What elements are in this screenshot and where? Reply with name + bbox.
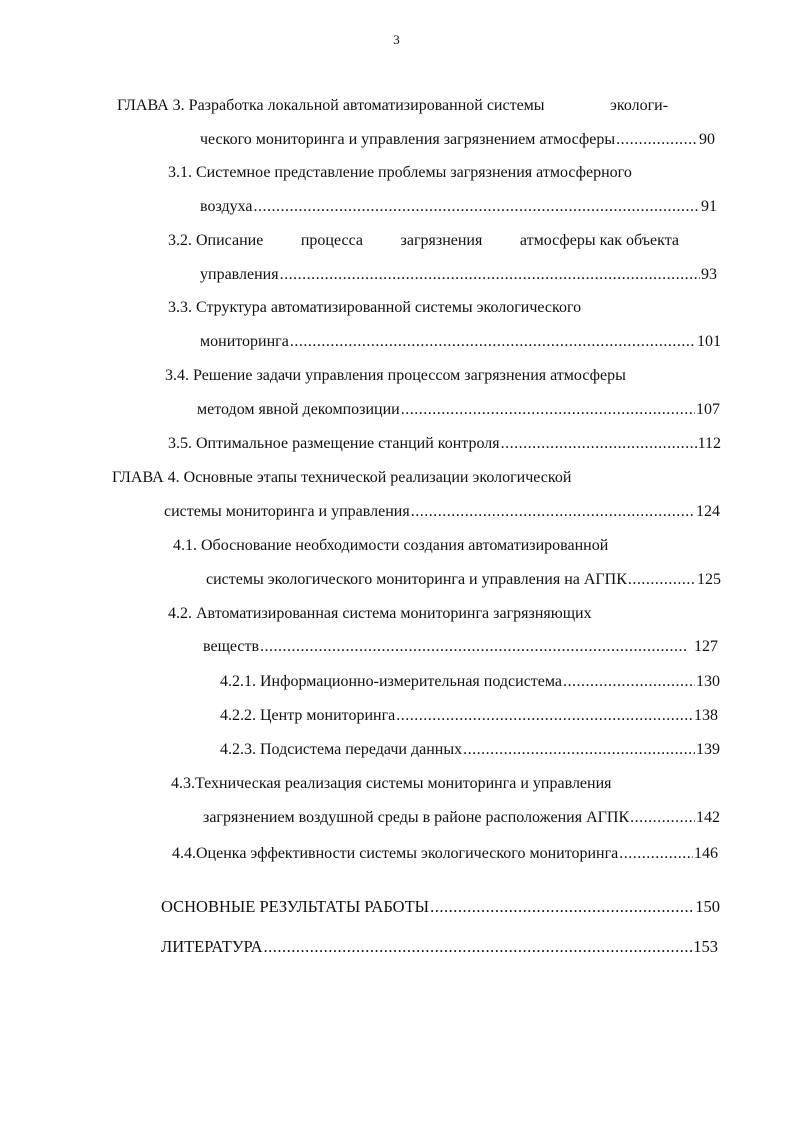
toc-section-3-1-title: 3.1. Системное представление проблемы загрязнения атмосферного (168, 164, 632, 181)
toc-section-3-2-title (168, 231, 679, 251)
dot-leader (616, 130, 698, 150)
toc-page-number: 112 (697, 435, 721, 452)
toc-section-3-2-word: атмосферы как объекта (519, 232, 679, 249)
toc-section-3-1-continuation: воздуха (200, 198, 253, 215)
dot-leader (401, 400, 695, 420)
toc-page-number: 93 (701, 266, 717, 283)
toc-page-number: 138 (694, 707, 718, 724)
toc-chapter-4-continuation: системы мониторинга и управления (164, 503, 410, 520)
toc-page-number: 146 (694, 845, 718, 862)
toc-page-number: 150 (695, 897, 720, 916)
toc-page-number: 91 (701, 198, 717, 215)
toc-page-number: 124 (696, 503, 720, 520)
toc-page-number: 139 (696, 741, 720, 758)
toc-literature-title: ЛИТЕРАТУРА (161, 937, 263, 956)
toc-page-number: 107 (696, 401, 720, 418)
dot-leader (396, 706, 693, 726)
toc-section-3-2-word: загрязнения (400, 232, 483, 249)
toc-section-4-3-continuation: загрязнением воздушной среды в районе расположения АГПК (203, 809, 630, 826)
toc-section-4-3-entry (203, 808, 720, 828)
toc-section-4-2-3-entry (220, 740, 720, 760)
toc-section-4-4-title: 4.4.Оценка эффективности системы экологического мониторинга (172, 845, 619, 862)
toc-page-number: 90 (699, 131, 715, 148)
dot-leader (411, 502, 695, 522)
toc-section-3-4-continuation: методом явной декомпозиции (197, 401, 400, 418)
toc-section-4-1-continuation: системы экологического мониторинга и управления на АГПК (206, 571, 627, 588)
toc-literature-entry (161, 937, 718, 957)
toc-page-number: 153 (693, 937, 718, 956)
toc-section-4-4-entry (172, 844, 718, 864)
toc-section-4-2-continuation: веществ (203, 638, 260, 655)
toc-section-4-3-title: 4.3.Техническая реализация системы мониторинга и управления (171, 775, 612, 792)
toc-section-4-1-title: 4.1. Обоснование необходимости создания автоматизированной (173, 537, 609, 554)
page-number: 3 (393, 32, 400, 47)
dot-leader (264, 937, 693, 957)
toc-section-4-1-entry (206, 570, 721, 590)
dot-leader (563, 672, 695, 692)
dot-leader (254, 197, 700, 217)
toc-section-4-2-3-title: 4.2.3. Подсистема передачи данных (220, 741, 463, 758)
toc-section-3-3-title: 3.3. Структура автоматизированной системы экологического (168, 299, 582, 316)
toc-section-3-3-continuation: мониторинга (200, 333, 289, 350)
toc-page-number: 125 (697, 571, 721, 588)
dot-leader (630, 808, 695, 828)
toc-section-3-4-entry (197, 400, 720, 420)
toc-section-4-2-1-title: 4.2.1. Информационно-измерительная подсистема (220, 673, 562, 690)
dot-leader (619, 844, 693, 864)
toc-page-number: 101 (697, 333, 721, 350)
toc-section-4-2-entry (203, 637, 718, 657)
toc-chapter-3-continuation: ческого мониторинга и управления загрязнением атмосферы (200, 131, 616, 148)
toc-results-entry (161, 897, 720, 917)
toc-results-title: ОСНОВНЫЕ РЕЗУЛЬТАТЫ РАБОТЫ (161, 897, 430, 916)
toc-chapter-4-entry (164, 502, 720, 522)
dot-leader (628, 570, 696, 590)
dot-leader (463, 740, 695, 760)
toc-section-3-2-word: процесса (300, 232, 363, 249)
toc-page-number: 130 (696, 673, 720, 690)
dot-leader (290, 332, 696, 352)
toc-page-number: 127 (694, 638, 718, 655)
toc-chapter-3-title-hyphen: экологи- (610, 97, 669, 114)
dot-leader (430, 897, 694, 917)
toc-chapter-3-title-part-a: ГЛАВА 3. Разработка локальной автоматизированной системы (117, 97, 545, 114)
toc-section-4-2-1-entry (220, 672, 720, 692)
toc-page-number: 142 (696, 809, 720, 826)
dot-leader (501, 434, 697, 454)
toc-chapter-3-entry (200, 130, 715, 150)
toc-section-4-2-2-entry (220, 706, 718, 726)
toc-chapter-3-title (117, 96, 545, 116)
toc-section-3-5-entry (168, 434, 721, 454)
toc-section-3-2-word: 3.2. Описание (168, 232, 264, 249)
toc-section-3-2-entry (200, 265, 717, 285)
toc-section-4-2-2-title: 4.2.2. Центр мониторинга (220, 707, 396, 724)
dot-leader (280, 265, 700, 285)
toc-chapter-4-title: ГЛАВА 4. Основные этапы технической реализации экологической (112, 469, 572, 486)
toc-section-4-2-title: 4.2. Автоматизированная система мониторинга загрязняющих (168, 605, 592, 622)
toc-section-3-4-title: 3.4. Решение задачи управления процессом загрязнения атмосферы (165, 367, 626, 384)
toc-section-3-5-title: 3.5. Оптимальное размещение станций контроля (168, 435, 500, 452)
toc-section-3-2-continuation: управления (200, 266, 279, 283)
toc-section-3-3-entry (200, 332, 721, 352)
dot-leader (260, 637, 686, 657)
toc-section-3-1-entry (200, 197, 717, 217)
